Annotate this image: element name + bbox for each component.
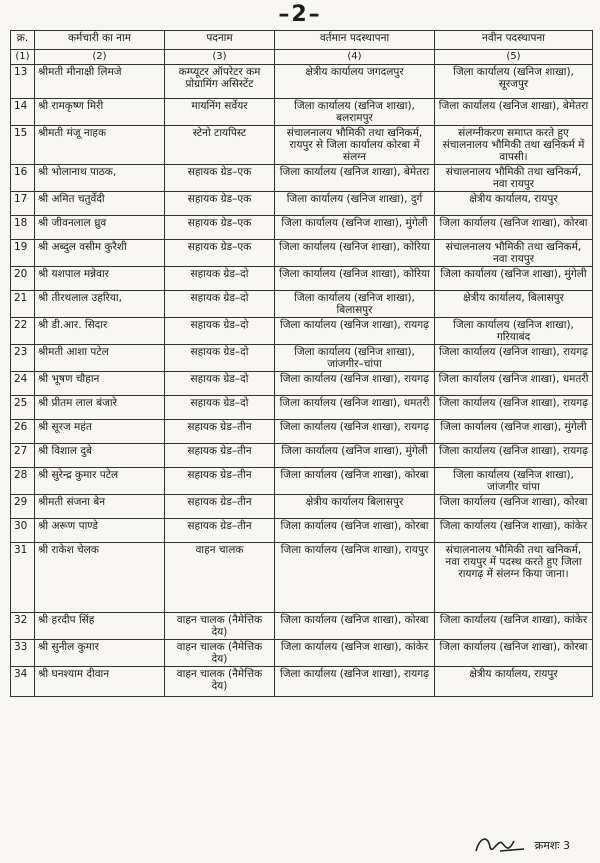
new-posting-cell: संचालनालय भौमिकी तथा खनिकर्म, नवा रायपुर bbox=[435, 240, 593, 267]
column-number: (3) bbox=[165, 50, 275, 65]
designation-cell: वाहन चालक (नैमेत्तिक देय) bbox=[165, 640, 275, 667]
new-posting-cell: जिला कार्यालय (खनिज शाखा), रायगढ़ bbox=[435, 345, 593, 372]
serial-number-cell: 13 bbox=[11, 65, 35, 99]
designation-cell: कम्प्यूटर ऑपरेटर कम प्रोग्रामिंग असिस्टेंट bbox=[165, 65, 275, 99]
table-row bbox=[11, 396, 593, 420]
table-row bbox=[11, 267, 593, 291]
employee-name-cell: श्री यशपाल मन्नेवार bbox=[35, 267, 165, 291]
table-row bbox=[11, 65, 593, 99]
serial-number-cell: 26 bbox=[11, 420, 35, 444]
current-posting-cell: जिला कार्यालय (खनिज शाखा), कोरबा bbox=[275, 468, 435, 495]
table-row bbox=[11, 640, 593, 667]
table-row bbox=[11, 192, 593, 216]
designation-cell: स्टेनो टायपिस्ट bbox=[165, 126, 275, 165]
current-posting-cell: जिला कार्यालय (खनिज शाखा), कोरिया bbox=[275, 240, 435, 267]
designation-cell: सहायक ग्रेड–एक bbox=[165, 240, 275, 267]
current-posting-cell: जिला कार्यालय (खनिज शाखा), रायगढ़ bbox=[275, 667, 435, 697]
designation-cell: सहायक ग्रेड–तीन bbox=[165, 444, 275, 468]
table-row bbox=[11, 495, 593, 519]
designation-cell: सहायक ग्रेड–दो bbox=[165, 372, 275, 396]
current-posting-cell: जिला कार्यालय (खनिज शाखा), कोरबा bbox=[275, 613, 435, 640]
serial-number-cell: 16 bbox=[11, 165, 35, 192]
employee-name-cell: श्री तीरथलाल उहरिया, bbox=[35, 291, 165, 318]
employee-name-cell: श्री हरदीप सिंह bbox=[35, 613, 165, 640]
designation-cell: सहायक ग्रेड–तीन bbox=[165, 519, 275, 543]
continued-note: क्रमशः 3 bbox=[534, 839, 570, 852]
table-row bbox=[11, 240, 593, 267]
table-row bbox=[11, 99, 593, 126]
designation-cell: सहायक ग्रेड–दो bbox=[165, 267, 275, 291]
employee-name-cell: श्री घनश्याम दीवान bbox=[35, 667, 165, 697]
table-body bbox=[11, 65, 593, 697]
column-number-row bbox=[11, 50, 593, 65]
current-posting-cell: जिला कार्यालय (खनिज शाखा), रायगढ़ bbox=[275, 420, 435, 444]
serial-number-cell: 22 bbox=[11, 318, 35, 345]
new-posting-cell: क्षेत्रीय कार्यालय, रायपुर bbox=[435, 192, 593, 216]
header-new-posting: नवीन पदस्थापना bbox=[435, 31, 593, 50]
designation-cell: सहायक ग्रेड–एक bbox=[165, 192, 275, 216]
table-row bbox=[11, 345, 593, 372]
new-posting-cell: जिला कार्यालय (खनिज शाखा), मुंगेली bbox=[435, 267, 593, 291]
designation-cell: वाहन चालक (नैमेत्तिक देय) bbox=[165, 667, 275, 697]
current-posting-cell: जिला कार्यालय (खनिज शाखा), कोरिया bbox=[275, 267, 435, 291]
current-posting-cell: जिला कार्यालय (खनिज शाखा), दुर्ग bbox=[275, 192, 435, 216]
new-posting-cell: जिला कार्यालय (खनिज शाखा), कोरबा bbox=[435, 216, 593, 240]
current-posting-cell: जिला कार्यालय (खनिज शाखा), बिलासपुर bbox=[275, 291, 435, 318]
serial-number-cell: 31 bbox=[11, 543, 35, 613]
new-posting-cell: संलग्नीकरण समाप्त करते हुए संचालनालय भौमिकी तथा खनिकर्म में वापसी। bbox=[435, 126, 593, 165]
table-row bbox=[11, 165, 593, 192]
current-posting-cell: संचालनालय भौमिकी तथा खनिकर्म, रायपुर से जिला कार्यालय कोरबा में संलग्न bbox=[275, 126, 435, 165]
serial-number-cell: 25 bbox=[11, 396, 35, 420]
employee-name-cell: श्री सूरज महंत bbox=[35, 420, 165, 444]
current-posting-cell: जिला कार्यालय (खनिज शाखा), जांजगीर–चांपा bbox=[275, 345, 435, 372]
serial-number-cell: 27 bbox=[11, 444, 35, 468]
new-posting-cell: जिला कार्यालय (खनिज शाखा), धमतरी bbox=[435, 372, 593, 396]
signature bbox=[470, 829, 530, 859]
new-posting-cell: संचालनालय भौमिकी तथा खनिकर्म, नवा रायपुर में पदस्थ करते हुए जिला रायगढ़ में संलग्न किया जाना। bbox=[435, 543, 593, 613]
designation-cell: सहायक ग्रेड–दो bbox=[165, 345, 275, 372]
table-row bbox=[11, 613, 593, 640]
table-row bbox=[11, 291, 593, 318]
serial-number-cell: 20 bbox=[11, 267, 35, 291]
header-current-posting: वर्तमान पदस्थापना bbox=[275, 31, 435, 50]
current-posting-cell: जिला कार्यालय (खनिज शाखा), मुंगेली bbox=[275, 216, 435, 240]
table-row bbox=[11, 468, 593, 495]
new-posting-cell: क्षेत्रीय कार्यालय, बिलासपुर bbox=[435, 291, 593, 318]
designation-cell: सहायक ग्रेड–दो bbox=[165, 291, 275, 318]
employee-name-cell: श्री जीवनलाल ध्रुव bbox=[35, 216, 165, 240]
new-posting-cell: जिला कार्यालय (खनिज शाखा), मुंगेली bbox=[435, 420, 593, 444]
serial-number-cell: 24 bbox=[11, 372, 35, 396]
new-posting-cell: क्षेत्रीय कार्यालय, रायपुर bbox=[435, 667, 593, 697]
employee-name-cell: श्री अब्दुल वसीम कुरैशी bbox=[35, 240, 165, 267]
designation-cell: सहायक ग्रेड–तीन bbox=[165, 420, 275, 444]
serial-number-cell: 29 bbox=[11, 495, 35, 519]
new-posting-cell: जिला कार्यालय (खनिज शाखा), रायगढ़ bbox=[435, 444, 593, 468]
new-posting-cell: जिला कार्यालय (खनिज शाखा), गरियाबंद bbox=[435, 318, 593, 345]
header-row bbox=[11, 31, 593, 50]
employee-name-cell: श्री अरूण पाण्डे bbox=[35, 519, 165, 543]
designation-cell: मायनिंग सर्वेयर bbox=[165, 99, 275, 126]
new-posting-cell: संचालनालय भौमिकी तथा खनिकर्म, नवा रायपुर bbox=[435, 165, 593, 192]
table-row bbox=[11, 318, 593, 345]
serial-number-cell: 14 bbox=[11, 99, 35, 126]
new-posting-cell: जिला कार्यालय (खनिज शाखा), कांकेर bbox=[435, 613, 593, 640]
designation-cell: सहायक ग्रेड–तीन bbox=[165, 495, 275, 519]
table-row bbox=[11, 444, 593, 468]
serial-number-cell: 30 bbox=[11, 519, 35, 543]
designation-cell: सहायक ग्रेड–दो bbox=[165, 318, 275, 345]
serial-number-cell: 17 bbox=[11, 192, 35, 216]
current-posting-cell: जिला कार्यालय (खनिज शाखा), कांकेर bbox=[275, 640, 435, 667]
employee-name-cell: श्री रामकृष्ण मिरी bbox=[35, 99, 165, 126]
new-posting-cell: जिला कार्यालय (खनिज शाखा), सूरजपुर bbox=[435, 65, 593, 99]
new-posting-cell: जिला कार्यालय (खनिज शाखा), कोरबा bbox=[435, 495, 593, 519]
new-posting-cell: जिला कार्यालय (खनिज शाखा), बेमेतरा bbox=[435, 99, 593, 126]
current-posting-cell: जिला कार्यालय (खनिज शाखा), धमतरी bbox=[275, 396, 435, 420]
current-posting-cell: क्षेत्रीय कार्यालय जगदलपुर bbox=[275, 65, 435, 99]
new-posting-cell: जिला कार्यालय (खनिज शाखा), जांजगीर चांपा bbox=[435, 468, 593, 495]
current-posting-cell: जिला कार्यालय (खनिज शाखा), कोरबा bbox=[275, 519, 435, 543]
serial-number-cell: 32 bbox=[11, 613, 35, 640]
employee-name-cell: श्री भूषण चौहान bbox=[35, 372, 165, 396]
table-row bbox=[11, 216, 593, 240]
employee-name-cell: श्रीमती संजना बेन bbox=[35, 495, 165, 519]
serial-number-cell: 28 bbox=[11, 468, 35, 495]
current-posting-cell: क्षेत्रीय कार्यालय बिलासपुर bbox=[275, 495, 435, 519]
table-row bbox=[11, 543, 593, 613]
serial-number-cell: 23 bbox=[11, 345, 35, 372]
designation-cell: सहायक ग्रेड–एक bbox=[165, 216, 275, 240]
column-number: (5) bbox=[435, 50, 593, 65]
current-posting-cell: जिला कार्यालय (खनिज शाखा), बेमेतरा bbox=[275, 165, 435, 192]
current-posting-cell: जिला कार्यालय (खनिज शाखा), रायगढ़ bbox=[275, 318, 435, 345]
employee-name-cell: श्री डी.आर. सिदार bbox=[35, 318, 165, 345]
employee-name-cell: श्री सुरेन्द्र कुमार पटेल bbox=[35, 468, 165, 495]
table-row bbox=[11, 372, 593, 396]
current-posting-cell: जिला कार्यालय (खनिज शाखा), रायगढ़ bbox=[275, 372, 435, 396]
current-posting-cell: जिला कार्यालय (खनिज शाखा), रायपुर bbox=[275, 543, 435, 613]
employee-name-cell: श्री विशाल दुबे bbox=[35, 444, 165, 468]
new-posting-cell: जिला कार्यालय (खनिज शाखा), कांकेर bbox=[435, 519, 593, 543]
current-posting-cell: जिला कार्यालय (खनिज शाखा), बलरामपुर bbox=[275, 99, 435, 126]
employee-name-cell: श्री अमित चतुर्वेदी bbox=[35, 192, 165, 216]
serial-number-cell: 18 bbox=[11, 216, 35, 240]
table-row bbox=[11, 126, 593, 165]
transfer-table bbox=[10, 30, 593, 697]
employee-name-cell: श्रीमती मीनाक्षी लिमजे bbox=[35, 65, 165, 99]
header-name: कर्मचारी का नाम bbox=[35, 31, 165, 50]
employee-name-cell: श्री सुनील कुमार bbox=[35, 640, 165, 667]
column-number: (4) bbox=[275, 50, 435, 65]
new-posting-cell: जिला कार्यालय (खनिज शाखा), रायगढ़ bbox=[435, 396, 593, 420]
designation-cell: सहायक ग्रेड–तीन bbox=[165, 468, 275, 495]
serial-number-cell: 33 bbox=[11, 640, 35, 667]
table-row bbox=[11, 667, 593, 697]
employee-name-cell: श्री राकेश चेलक bbox=[35, 543, 165, 613]
header-sn: क्र. bbox=[11, 31, 35, 50]
serial-number-cell: 34 bbox=[11, 667, 35, 697]
new-posting-cell: जिला कार्यालय (खनिज शाखा), कोरबा bbox=[435, 640, 593, 667]
employee-name-cell: श्रीमती मंजू नाहक bbox=[35, 126, 165, 165]
employee-name-cell: श्री प्रीतम लाल बंजारे bbox=[35, 396, 165, 420]
table-row bbox=[11, 519, 593, 543]
page-number: –2– bbox=[278, 2, 322, 27]
column-number: (2) bbox=[35, 50, 165, 65]
serial-number-cell: 15 bbox=[11, 126, 35, 165]
designation-cell: वाहन चालक bbox=[165, 543, 275, 613]
designation-cell: वाहन चालक (नैमेत्तिक देय) bbox=[165, 613, 275, 640]
designation-cell: सहायक ग्रेड–एक bbox=[165, 165, 275, 192]
employee-name-cell: श्री भोलानाथ पाठक, bbox=[35, 165, 165, 192]
employee-name-cell: श्रीमती आशा पटेल bbox=[35, 345, 165, 372]
table-row bbox=[11, 420, 593, 444]
designation-cell: सहायक ग्रेड–दो bbox=[165, 396, 275, 420]
current-posting-cell: जिला कार्यालय (खनिज शाखा), मुंगेली bbox=[275, 444, 435, 468]
serial-number-cell: 19 bbox=[11, 240, 35, 267]
header-designation: पदनाम bbox=[165, 31, 275, 50]
serial-number-cell: 21 bbox=[11, 291, 35, 318]
column-number: (1) bbox=[11, 50, 35, 65]
